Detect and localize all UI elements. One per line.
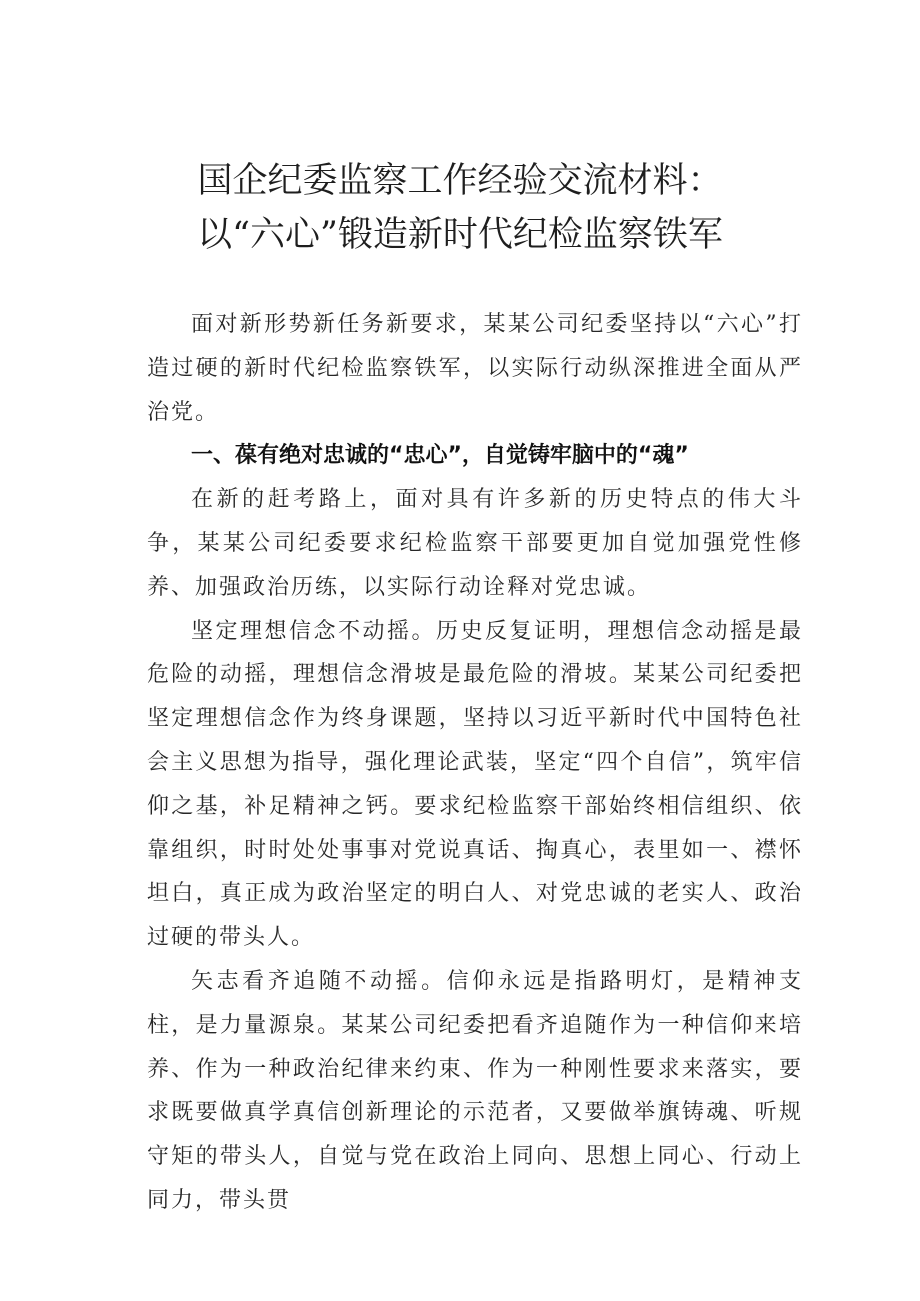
document-title-line-1: 国企纪委监察工作经验交流材料： xyxy=(197,161,723,201)
document-title-line-2: 以“六心”锻造新时代纪检监察铁军 xyxy=(197,215,723,255)
section-1-paragraph-3: 矢志看齐追随不动摇。信仰永远是指路明灯，是精神支柱，是力量源泉。某某公司纪委把看齐追随作为一种信仰来培养、作为一种政治纪律来约束、作为一种刚性要求来落实，要求既要做真学真信创新理论的示范者，又要做举旗铸魂、听规守矩的带头人，自觉与党在政治上同向、思想上同心、行动上同力，带头贯 xyxy=(147,968,803,1213)
section-1-paragraph-1: 在新的赶考路上，面对具有许多新的历史特点的伟大斗争，某某公司纪委要求纪检监察干部要更加自觉加强党性修养、加强政治历练，以实际行动诠释对党忠诚。 xyxy=(147,487,803,600)
intro-paragraph: 面对新形势新任务新要求，某某公司纪委坚持以“六心”打造过硬的新时代纪检监察铁军，以实际行动纵深推进全面从严治党。 xyxy=(147,312,803,425)
section-1-paragraph-2: 坚定理想信念不动摇。历史反复证明，理想信念动摇是最危险的动摇，理想信念滑坡是最危险的滑坡。某某公司纪委把坚定理想信念作为终身课题，坚持以习近平新时代中国特色社会主义思想为指导，强化理论武装，坚定“四个自信”，筑牢信仰之基，补足精神之钙。要求纪检监察干部始终相信组织、依靠组织，时时处处事事对党说真话、掏真心，表里如一、襟怀坦白，真正成为政治坚定的明白人、对党忠诚的老实人、政治过硬的带头人。 xyxy=(147,618,803,951)
section-1-heading: 一、葆有绝对忠诚的“忠心”，自觉铸牢脑中的“魂” xyxy=(191,443,689,469)
document-body xyxy=(147,303,803,1223)
